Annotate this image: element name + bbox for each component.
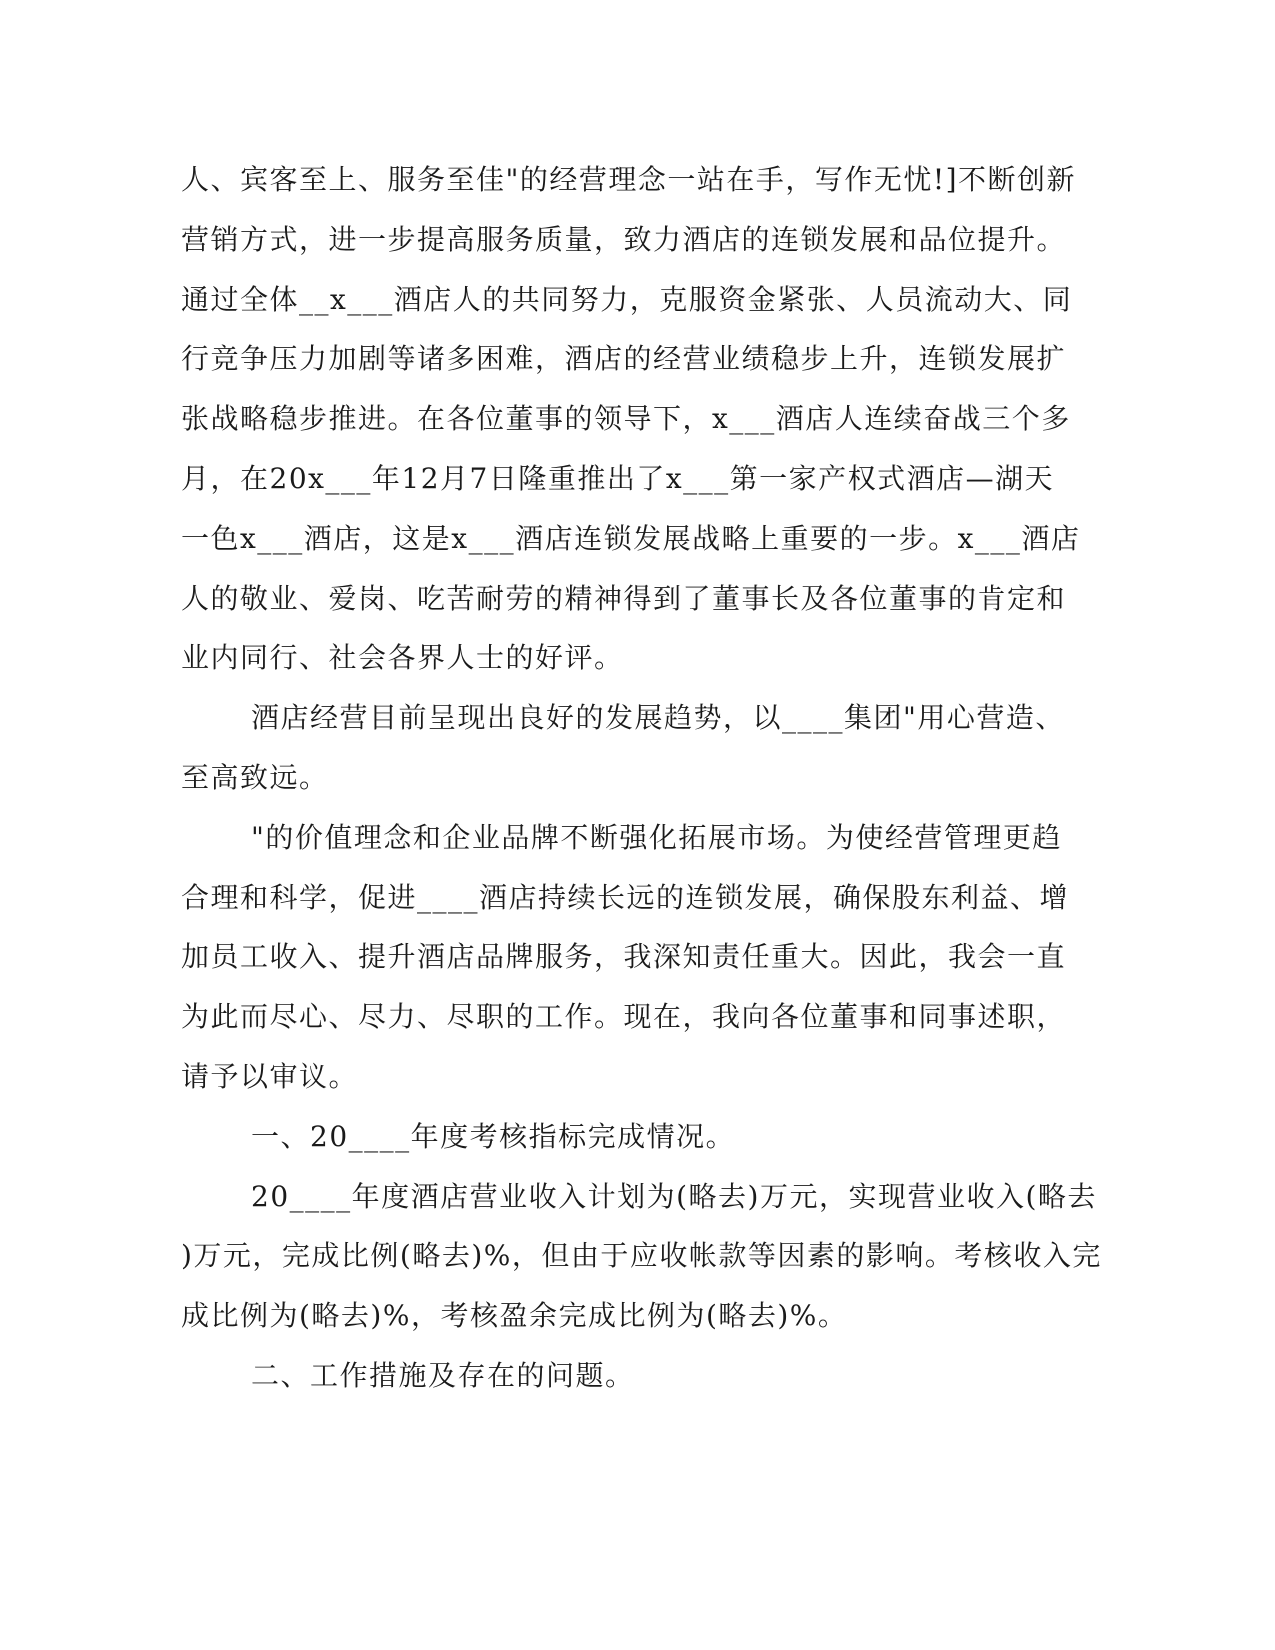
- text-line: 一色x___酒店，这是x___酒店连锁发展战略上重要的一步。x___酒店: [181, 521, 1081, 555]
- text-line: 二、工作措施及存在的问题。: [251, 1358, 635, 1392]
- text-line: 通过全体__x___酒店人的共同努力，克服资金紧张、人员流动大、同: [181, 282, 1073, 316]
- text-line: 人、宾客至上、服务至佳"的经营理念一站在手，写作无忧!]不断创新: [181, 163, 1077, 196]
- text-line: 为此而尽心、尽力、尽职的工作。现在，我向各位董事和同事述职，: [181, 1000, 1067, 1034]
- text-line: 加员工收入、提升酒店品牌服务，我深知责任重大。因此，我会一直: [181, 940, 1067, 974]
- text-line: 营销方式，进一步提高服务质量，致力酒店的连锁发展和品位提升。: [181, 222, 1067, 256]
- text-line: 业内同行、社会各界人士的好评。: [181, 641, 624, 675]
- text-line: 酒店经营目前呈现出良好的发展趋势，以____集团"用心营造、: [251, 701, 1065, 735]
- paragraph: [181, 808, 1070, 1107]
- text-line: 月，在20x___年12月7日隆重推出了x___第一家产权式酒店—湖天: [181, 461, 1055, 495]
- text-line: 一、20____年度考核指标完成情况。: [251, 1119, 736, 1153]
- paragraph: [181, 1167, 1102, 1346]
- text-line: 合理和科学，促进____酒店持续长远的连锁发展，确保股东利益、增: [181, 880, 1070, 914]
- document-body: [181, 150, 1102, 1406]
- paragraph: [181, 688, 1065, 808]
- paragraph: [181, 1346, 1031, 1406]
- text-line: "的价值理念和企业品牌不断强化拓展市场。为使经营管理更趋: [251, 820, 1062, 854]
- text-line: )万元，完成比例(略去)%，但由于应收帐款等因素的影响。考核收入完: [181, 1239, 1102, 1273]
- text-line: 张战略稳步推进。在各位董事的领导下，x___酒店人连续奋战三个多: [181, 402, 1071, 436]
- text-line: 成比例为(略去)%，考核盈余完成比例为(略去)%。: [181, 1299, 848, 1333]
- text-line: 行竞争压力加剧等诸多困难，酒店的经营业绩稳步上升，连锁发展扩: [181, 342, 1067, 376]
- text-line: 人的敬业、爱岗、吃苦耐劳的精神得到了董事长及各位董事的肯定和: [181, 581, 1067, 615]
- text-line: 20____年度酒店营业收入计划为(略去)万元，实现营业收入(略去: [251, 1179, 1097, 1213]
- text-line: 请予以审议。: [181, 1059, 359, 1093]
- paragraph: [181, 150, 1081, 688]
- paragraph: [181, 1107, 1031, 1167]
- text-line: 至高致远。: [181, 760, 329, 794]
